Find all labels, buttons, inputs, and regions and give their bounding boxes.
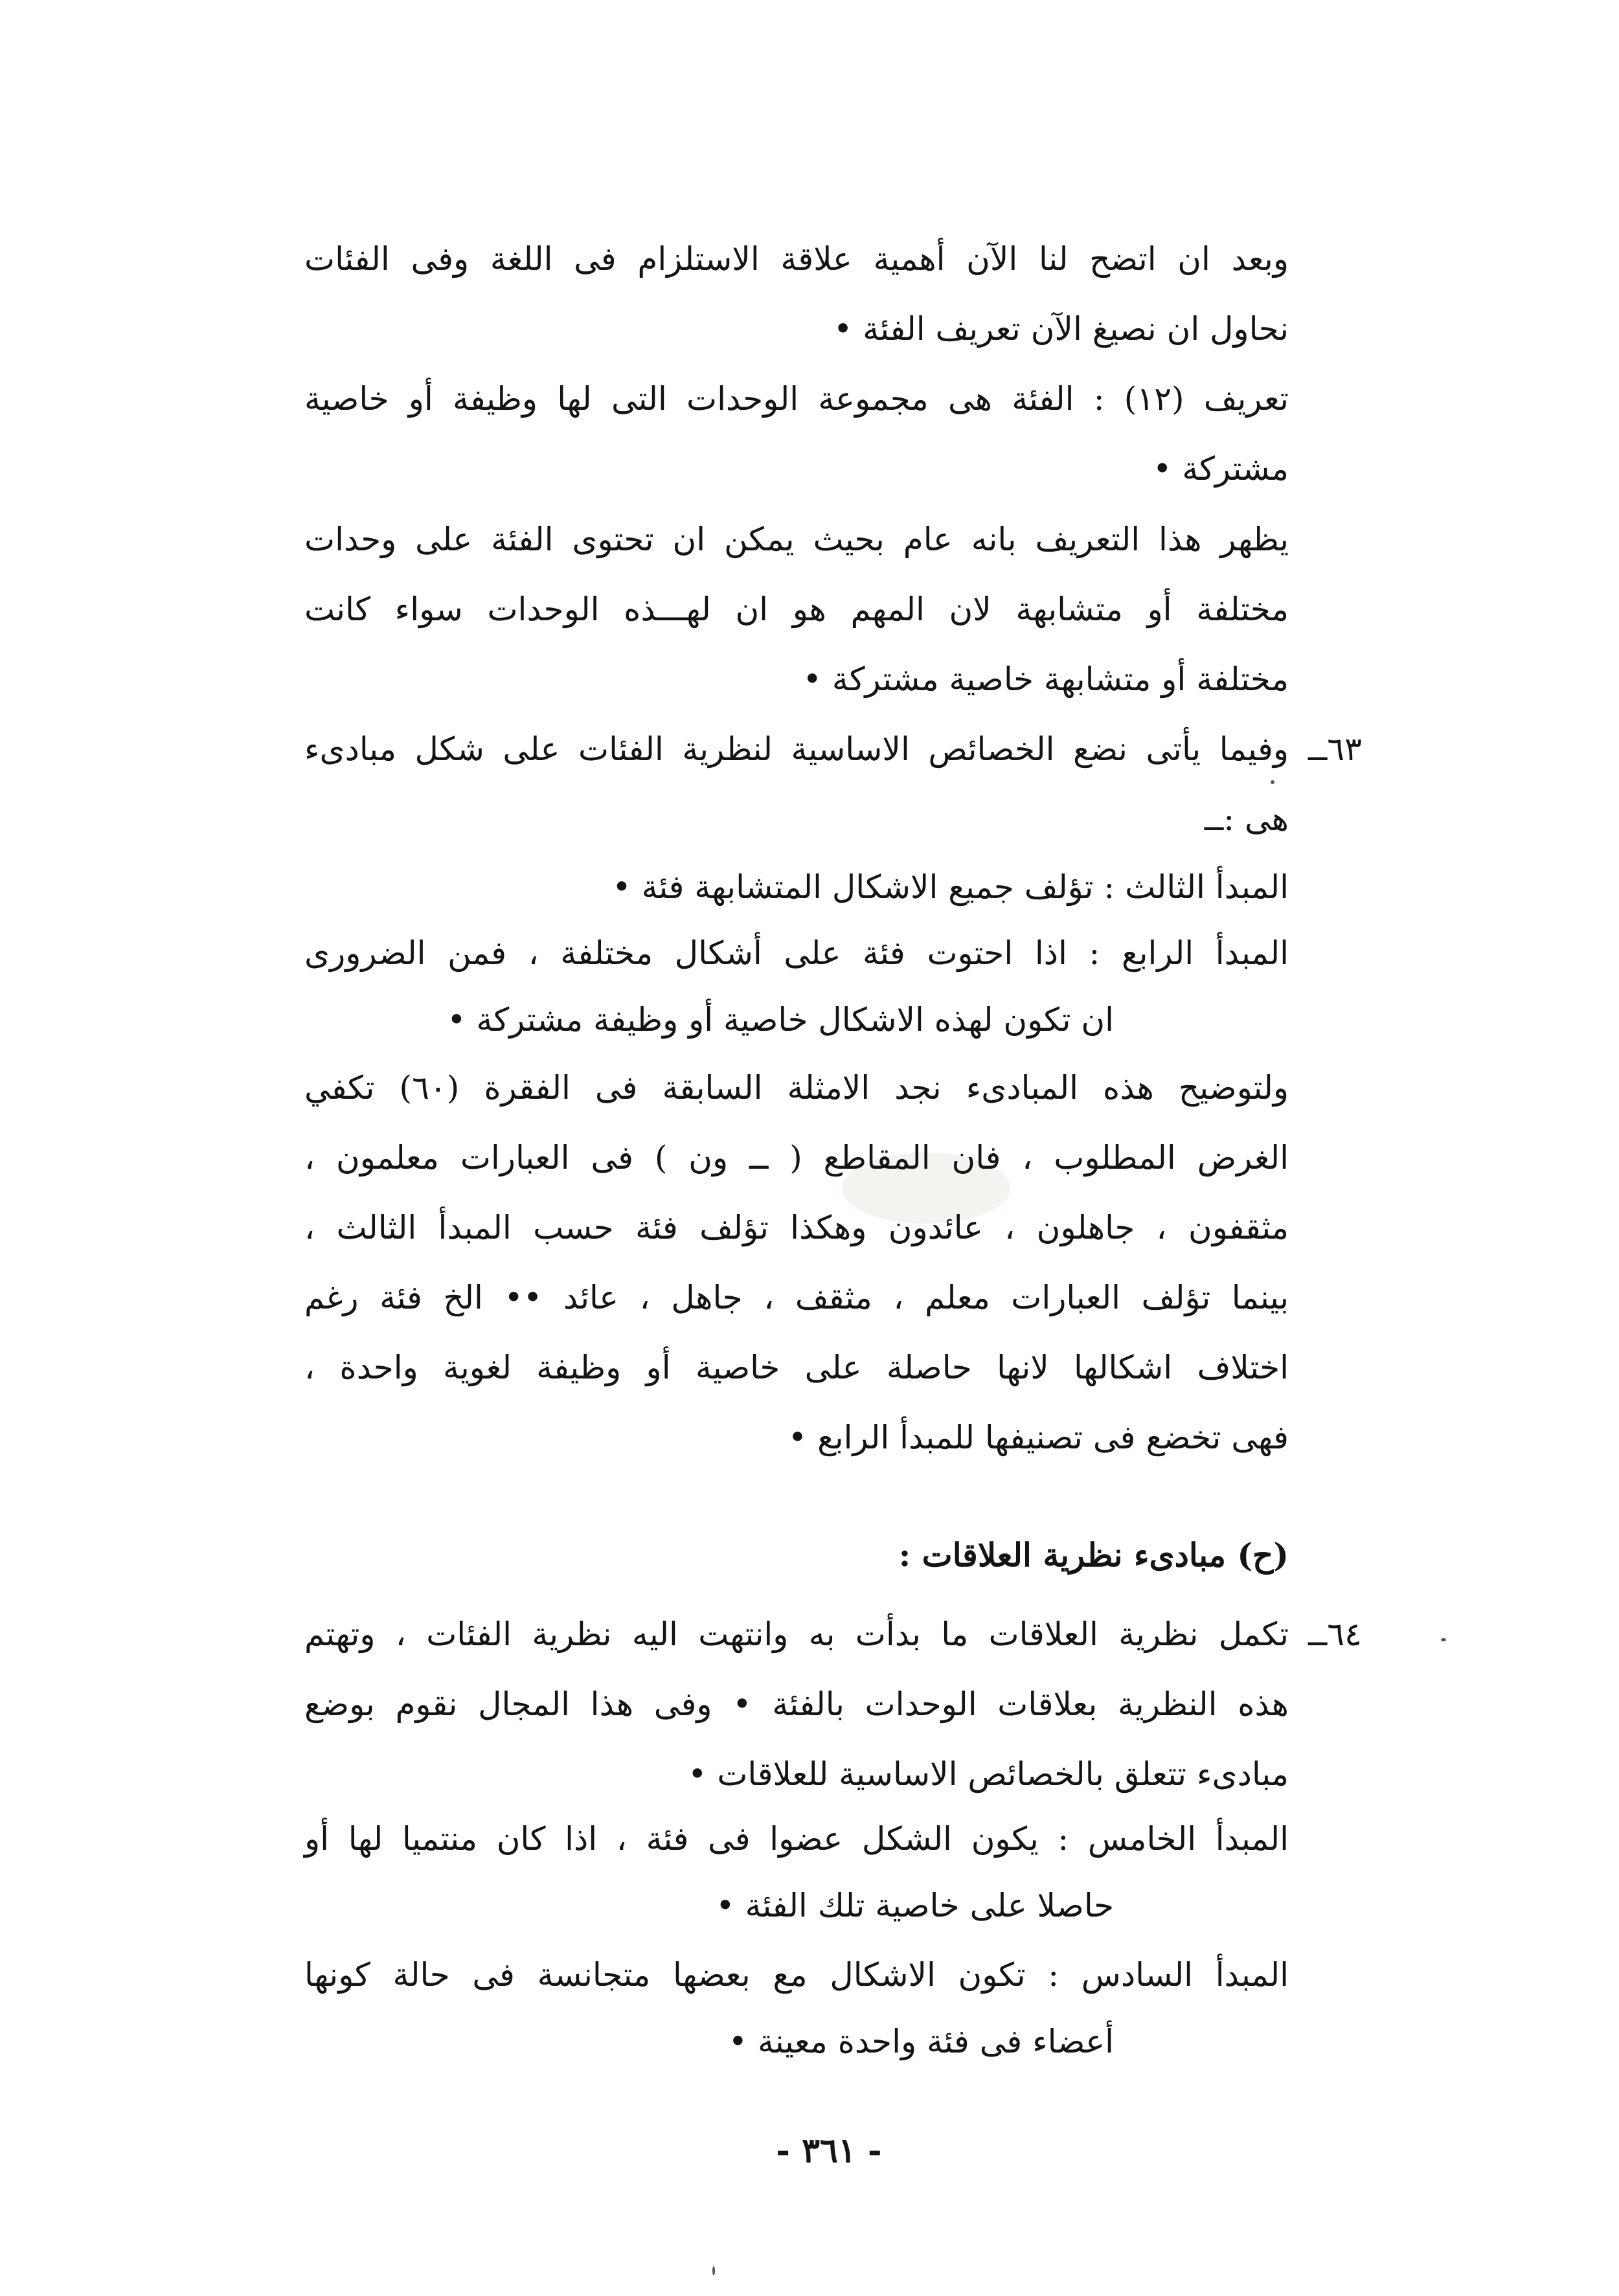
text-line: وفيما يأتى نضع الخصائص الاساسية لنظرية الفئات على شكل مبادىء [304, 730, 1289, 768]
text-line: مثقفون ، جاهلون ، عائدون وهكذا تؤلف فئة حسب المبدأ الثالث ، [304, 1209, 1289, 1246]
text-line: ولتوضيح هذه المبادىء نجد الامثلة السابقة فى الفقرة (٦٠) تكفي [304, 1069, 1289, 1107]
principle-line: المبدأ الرابع : اذا احتوت فئة على أشكال مختلفة ، فمن الضرورى [304, 934, 1289, 972]
principle-line: المبدأ الثالث : تؤلف جميع الاشكال المتشابهة فئة • [612, 868, 1289, 906]
text-line: وبعد ان اتضح لنا الآن أهمية علاقة الاستلزام فى اللغة وفى الفئات [304, 240, 1289, 278]
principle-line: حاصلا على خاصية تلك الفئة • [716, 1887, 1114, 1924]
principle-line: ان تكون لهذه الاشكال خاصية أو وظيفة مشتركة • [447, 1001, 1114, 1039]
section-number: ٦٣ــ [1308, 730, 1363, 768]
text-line: بينما تؤلف العبارات معلم ، مثقف ، جاهل ، عائد •• الخ فئة رغم [304, 1279, 1289, 1316]
text-line: تكمل نظرية العلاقات ما بدأت به وانتهت اليه نظرية الفئات ، وتهتم [304, 1615, 1289, 1653]
text-line: هى :ــ [1204, 800, 1289, 838]
text-line: فهى تخضع فى تصنيفها للمبدأ الرابع • [787, 1419, 1289, 1456]
text-line: يظهر هذا التعريف بانه عام بحيث يمكن ان تحتوى الفئة على وحدات [304, 521, 1289, 558]
principle-line: المبدأ السادس : تكون الاشكال مع بعضها متجانسة فى حالة كونها [304, 1956, 1289, 1994]
definition-line: تعريف (١٢) : الفئة هى مجموعة الوحدات التى لها وظيفة أو خاصية [304, 380, 1289, 418]
section-heading: (ح) مبادىء نظرية العلاقات : [898, 1536, 1289, 1574]
text-line: هذه النظرية بعلاقات الوحدات بالفئة • وفى هذا المجال نقوم بوضع [304, 1685, 1289, 1723]
text-line: مبادىء تتعلق بالخصائص الاساسية للعلاقات • [687, 1755, 1289, 1793]
scan-speck [1441, 1638, 1446, 1641]
scan-speck [712, 2266, 715, 2275]
page-number: - ٣٦١ - [776, 2131, 882, 2170]
definition-line: مشتركة • [1152, 450, 1289, 488]
principle-line: المبدأ الخامس : يكون الشكل عضوا فى فئة ، اذا كان منتميا لها أو [304, 1820, 1289, 1858]
principle-line: أعضاء فى فئة واحدة معينة • [728, 2023, 1114, 2060]
text-line: نحاول ان نصيغ الآن تعريف الفئة • [833, 310, 1289, 348]
text-line: الغرض المطلوب ، فان المقاطع ( ــ ون ) فى العبارات معلمون ، [304, 1139, 1289, 1176]
section-number: ٦٤ــ [1308, 1615, 1363, 1653]
scan-speck [1271, 780, 1274, 784]
text-line: مختلفة أو متشابهة لان المهم هو ان لهـــذه الوحدات سواء كانت [304, 591, 1289, 628]
text-line: اختلاف اشكالها لانها حاصلة على خاصية أو وظيفة لغوية واحدة ، [304, 1349, 1289, 1386]
text-line: مختلفة أو متشابهة خاصية مشتركة • [802, 660, 1289, 698]
